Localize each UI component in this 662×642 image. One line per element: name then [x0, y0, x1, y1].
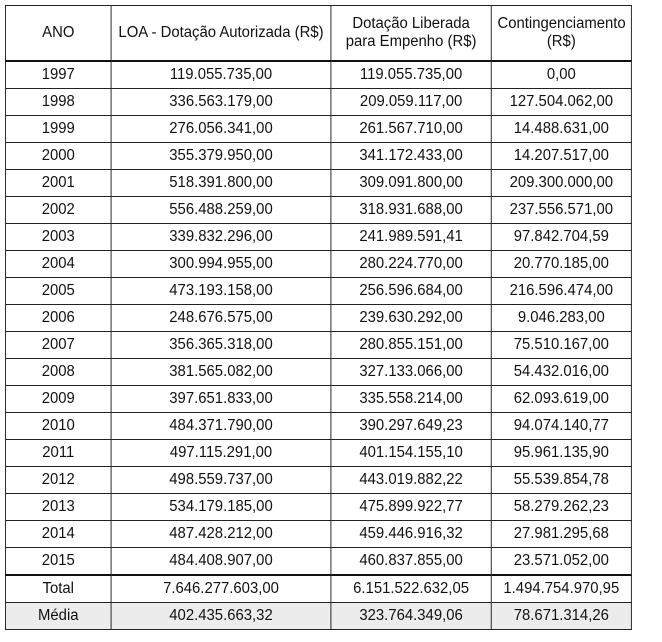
- cell-ano: 2014: [5, 521, 111, 548]
- cell-ano: 2003: [5, 224, 111, 251]
- table-row: [5, 61, 631, 89]
- cell-contingenciamento: 216.596.474,00: [491, 278, 631, 305]
- cell-contingenciamento: 62.093.619,00: [491, 386, 631, 413]
- cell-ano: 2000: [5, 143, 111, 170]
- cell-loa: 518.391.800,00: [111, 170, 331, 197]
- cell-loa: 484.371.790,00: [111, 413, 331, 440]
- cell-contingenciamento: 95.961.135,90: [491, 440, 631, 467]
- cell-ano: 2010: [5, 413, 111, 440]
- cell-loa: 355.379.950,00: [111, 143, 331, 170]
- cell-ano: 2013: [5, 494, 111, 521]
- cell-contingenciamento: 54.432.016,00: [491, 359, 631, 386]
- cell-ano: 2005: [5, 278, 111, 305]
- cell-ano: 2011: [5, 440, 111, 467]
- table-body: [5, 61, 631, 575]
- header-contingenciamento: Contingenciamento (R$): [491, 6, 631, 62]
- budget-table: [5, 5, 632, 630]
- cell-loa: 498.559.737,00: [111, 467, 331, 494]
- media-liberada: 323.764.349,06: [331, 603, 491, 630]
- table-row: [5, 440, 631, 467]
- cell-liberada: 280.855.151,00: [331, 332, 491, 359]
- cell-contingenciamento: 209.300.000,00: [491, 170, 631, 197]
- cell-liberada: 241.989.591,41: [331, 224, 491, 251]
- cell-liberada: 443.019.882,22: [331, 467, 491, 494]
- cell-contingenciamento: 27.981.295,68: [491, 521, 631, 548]
- table-row: [5, 224, 631, 251]
- cell-liberada: 318.931.688,00: [331, 197, 491, 224]
- cell-loa: 397.651.833,00: [111, 386, 331, 413]
- cell-liberada: 119.055.735,00: [331, 61, 491, 89]
- header-dotacao-liberada: Dotação Liberada para Empenho (R$): [331, 6, 491, 62]
- table-row: [5, 521, 631, 548]
- cell-loa: 119.055.735,00: [111, 61, 331, 89]
- cell-loa: 534.179.185,00: [111, 494, 331, 521]
- cell-liberada: 261.567.710,00: [331, 116, 491, 143]
- table-row: [5, 143, 631, 170]
- table-row: [5, 413, 631, 440]
- cell-liberada: 327.133.066,00: [331, 359, 491, 386]
- cell-ano: 2012: [5, 467, 111, 494]
- cell-contingenciamento: 14.488.631,00: [491, 116, 631, 143]
- cell-loa: 248.676.575,00: [111, 305, 331, 332]
- table-row: [5, 548, 631, 576]
- cell-ano: 1998: [5, 89, 111, 116]
- media-contingenciamento: 78.671.314,26: [491, 603, 631, 630]
- cell-ano: 2009: [5, 386, 111, 413]
- cell-loa: 336.563.179,00: [111, 89, 331, 116]
- cell-liberada: 390.297.649,23: [331, 413, 491, 440]
- cell-contingenciamento: 14.207.517,00: [491, 143, 631, 170]
- cell-contingenciamento: 97.842.704,59: [491, 224, 631, 251]
- table-row: [5, 467, 631, 494]
- table-row: [5, 332, 631, 359]
- cell-liberada: 309.091.800,00: [331, 170, 491, 197]
- cell-ano: 2001: [5, 170, 111, 197]
- cell-ano: 2006: [5, 305, 111, 332]
- table-row: [5, 494, 631, 521]
- cell-contingenciamento: 23.571.052,00: [491, 548, 631, 576]
- cell-contingenciamento: 58.279.262,23: [491, 494, 631, 521]
- cell-ano: 2015: [5, 548, 111, 576]
- cell-loa: 487.428.212,00: [111, 521, 331, 548]
- cell-liberada: 459.446.916,32: [331, 521, 491, 548]
- cell-loa: 484.408.907,00: [111, 548, 331, 576]
- table-row: [5, 278, 631, 305]
- cell-ano: 1999: [5, 116, 111, 143]
- media-label: Média: [5, 603, 111, 630]
- cell-liberada: 460.837.855,00: [331, 548, 491, 576]
- cell-ano: 1997: [5, 61, 111, 89]
- cell-contingenciamento: 55.539.854,78: [491, 467, 631, 494]
- cell-liberada: 341.172.433,00: [331, 143, 491, 170]
- table-row: [5, 116, 631, 143]
- cell-liberada: 335.558.214,00: [331, 386, 491, 413]
- table-row: [5, 197, 631, 224]
- cell-contingenciamento: 0,00: [491, 61, 631, 89]
- cell-contingenciamento: 127.504.062,00: [491, 89, 631, 116]
- total-loa: 7.646.277.603,00: [111, 575, 331, 603]
- total-label: Total: [5, 575, 111, 603]
- table-row: [5, 89, 631, 116]
- table-row: [5, 386, 631, 413]
- cell-liberada: 209.059.117,00: [331, 89, 491, 116]
- cell-liberada: 475.899.922,77: [331, 494, 491, 521]
- cell-ano: 2008: [5, 359, 111, 386]
- total-liberada: 6.151.522.632,05: [331, 575, 491, 603]
- cell-loa: 497.115.291,00: [111, 440, 331, 467]
- cell-loa: 356.365.318,00: [111, 332, 331, 359]
- cell-contingenciamento: 94.074.140,77: [491, 413, 631, 440]
- cell-contingenciamento: 20.770.185,00: [491, 251, 631, 278]
- table-row: [5, 305, 631, 332]
- total-contingenciamento: 1.494.754.970,95: [491, 575, 631, 603]
- cell-ano: 2007: [5, 332, 111, 359]
- media-row: [5, 603, 631, 630]
- cell-ano: 2002: [5, 197, 111, 224]
- cell-contingenciamento: 9.046.283,00: [491, 305, 631, 332]
- cell-loa: 473.193.158,00: [111, 278, 331, 305]
- cell-liberada: 401.154.155,10: [331, 440, 491, 467]
- cell-loa: 556.488.259,00: [111, 197, 331, 224]
- cell-liberada: 256.596.684,00: [331, 278, 491, 305]
- header-ano: ANO: [5, 6, 111, 62]
- header-loa: LOA - Dotação Autorizada (R$): [111, 6, 331, 62]
- cell-contingenciamento: 237.556.571,00: [491, 197, 631, 224]
- table-row: [5, 251, 631, 278]
- cell-ano: 2004: [5, 251, 111, 278]
- cell-loa: 276.056.341,00: [111, 116, 331, 143]
- cell-loa: 381.565.082,00: [111, 359, 331, 386]
- budget-table-container: [5, 5, 657, 630]
- table-row: [5, 170, 631, 197]
- media-loa: 402.435.663,32: [111, 603, 331, 630]
- cell-liberada: 280.224.770,00: [331, 251, 491, 278]
- cell-loa: 300.994.955,00: [111, 251, 331, 278]
- table-row: [5, 359, 631, 386]
- cell-liberada: 239.630.292,00: [331, 305, 491, 332]
- cell-contingenciamento: 75.510.167,00: [491, 332, 631, 359]
- header-row: [5, 6, 631, 62]
- total-row: [5, 575, 631, 603]
- cell-loa: 339.832.296,00: [111, 224, 331, 251]
